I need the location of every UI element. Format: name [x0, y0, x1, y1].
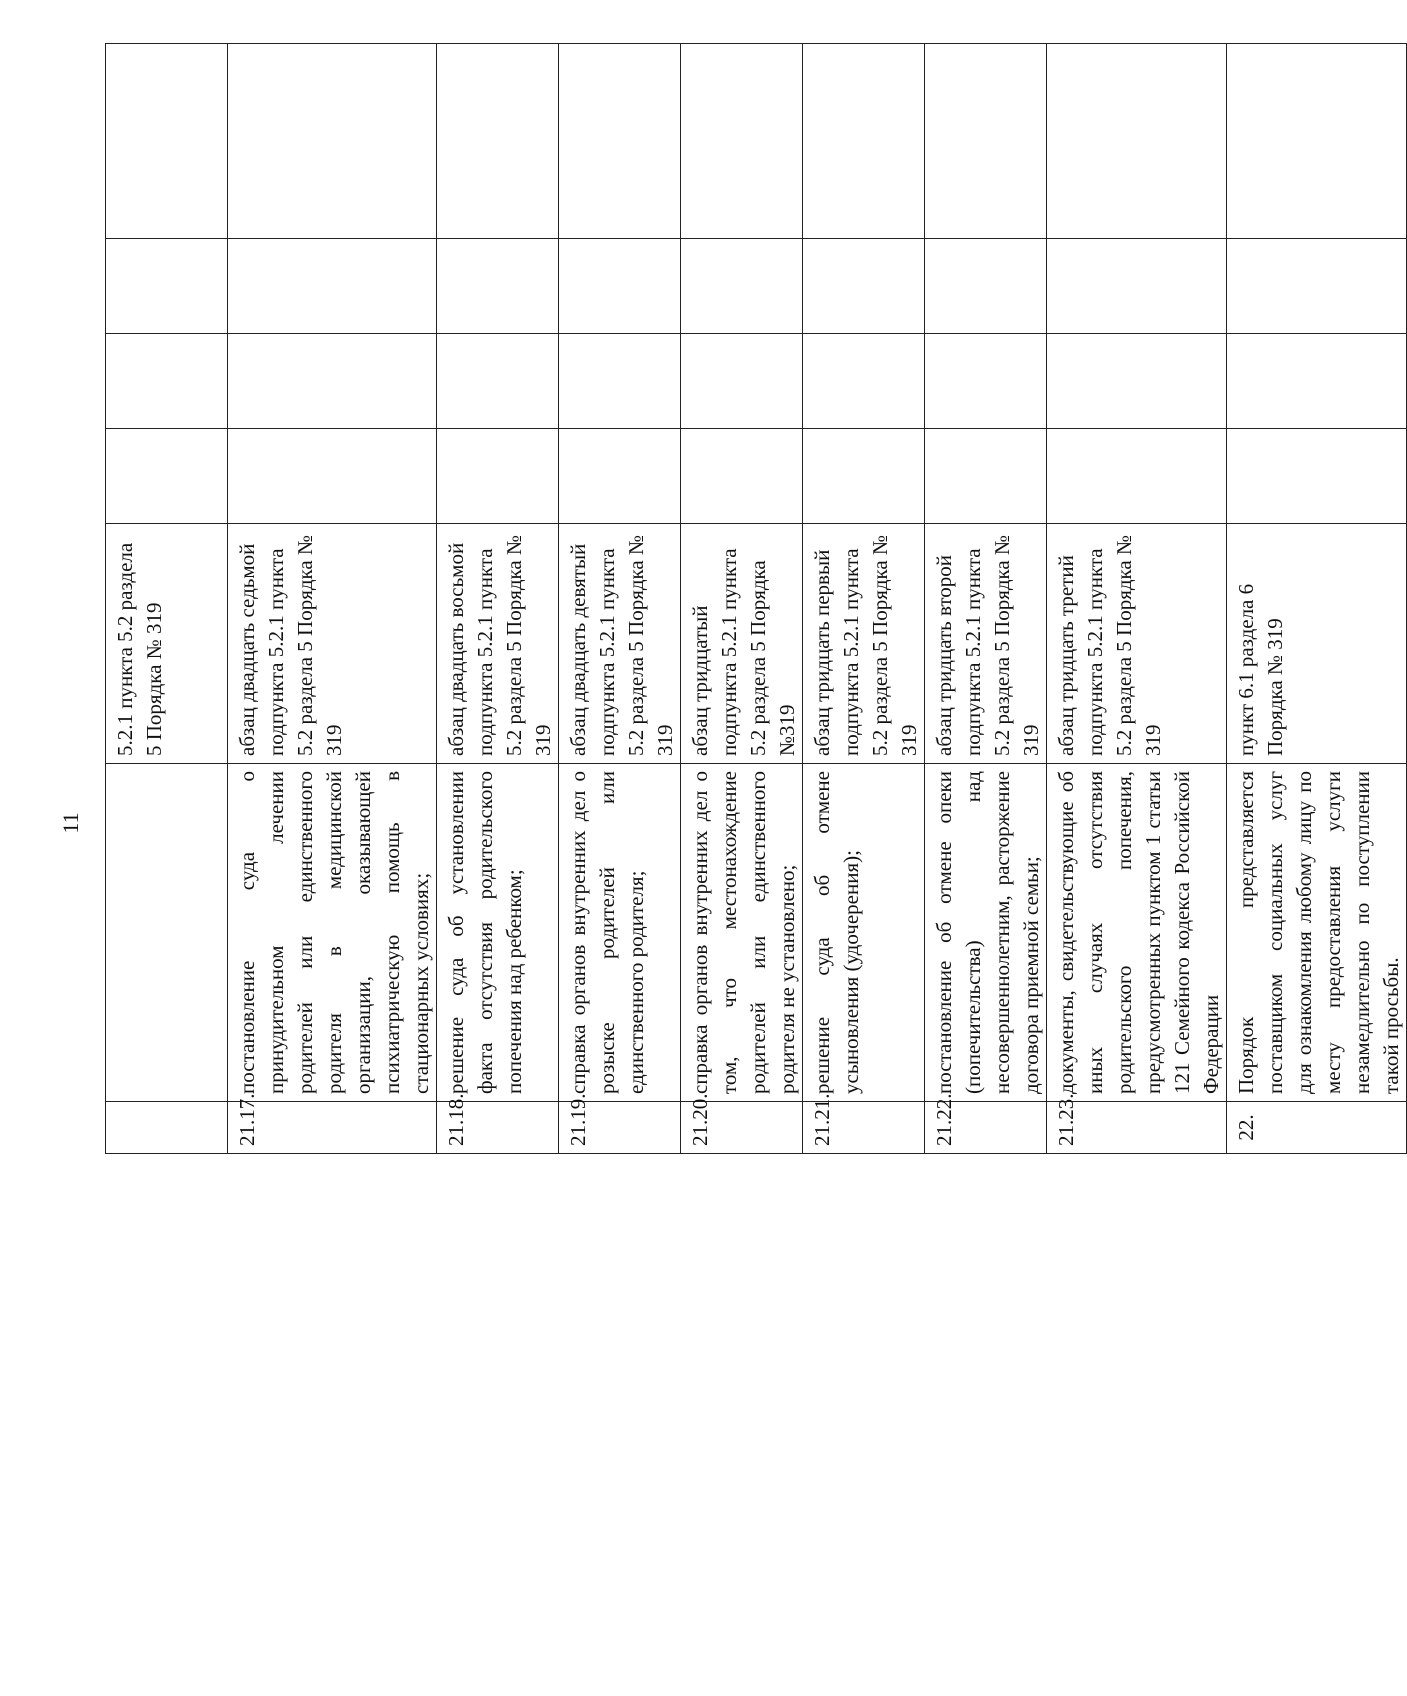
document-description: решение суда об отмене усыновления (удочерения); — [803, 764, 925, 1102]
empty-cell — [803, 429, 925, 524]
legal-reference: абзац двадцать девятый подпункта 5.2.1 пункта 5.2 раздела 5 Порядка № 319 — [559, 524, 681, 764]
document-description: документы, свидетельствующие об иных случаях отсутствия родительского попечения, предусмотренных пунктом 1 статьи 121 Семейного кодекса Российской Федерации — [1047, 764, 1227, 1102]
empty-cell — [106, 44, 228, 239]
empty-cell — [925, 239, 1047, 334]
empty-cell — [803, 44, 925, 239]
document-description: Порядок представляется поставщиком социальных услуг для ознакомления любому лицу по месту предоставления услуги незамедлительно по поступлении такой просьбы. — [1227, 764, 1407, 1102]
empty-cell — [106, 429, 228, 524]
empty-cell — [803, 334, 925, 429]
empty-cell — [106, 239, 228, 334]
empty-cell — [559, 44, 681, 239]
empty-cell — [228, 44, 437, 239]
row-number: 21.21. — [803, 1102, 925, 1154]
document-description: решение суда об установлении факта отсутствия родительского попечения над ребенком; — [437, 764, 559, 1102]
row-number: 21.18. — [437, 1102, 559, 1154]
table-row — [106, 44, 228, 1154]
empty-cell — [559, 239, 681, 334]
empty-cell — [437, 239, 559, 334]
document-description: справка органов внутренних дел о розыске родителей или единственного родителя; — [559, 764, 681, 1102]
empty-cell — [228, 429, 437, 524]
document-description: постановление об отмене опеки (попечительства) над несовершеннолетним, расторжение договора приемной семьи; — [925, 764, 1047, 1102]
legal-reference: абзац двадцать седьмой подпункта 5.2.1 пункта 5.2 раздела 5 Порядка № 319 — [228, 524, 437, 764]
empty-cell — [559, 429, 681, 524]
legal-reference: абзац тридцатый подпункта 5.2.1 пункта 5.2 раздела 5 Порядка №319 — [681, 524, 803, 764]
empty-cell — [681, 239, 803, 334]
document-description: постановление суда о принудительном лечении родителей или единственного родителя в медицинской организации, оказывающей психиатрическую помощь в стационарных условиях; — [228, 764, 437, 1102]
document-description: справка органов внутренних дел о том, что местонахождение родителей или единственного родителя не установлено; — [681, 764, 803, 1102]
legal-reference: абзац тридцать первый подпункта 5.2.1 пункта 5.2 раздела 5 Порядка № 319 — [803, 524, 925, 764]
legal-reference: пункт 6.1 раздела 6 Порядка № 319 — [1227, 524, 1407, 764]
empty-cell — [1047, 239, 1227, 334]
legal-reference: абзац двадцать восьмой подпункта 5.2.1 пункта 5.2 раздела 5 Порядка № 319 — [437, 524, 559, 764]
table-row — [228, 44, 437, 1154]
row-number: 21.20. — [681, 1102, 803, 1154]
table-row — [925, 44, 1047, 1154]
document-table — [105, 43, 1407, 1154]
legal-reference: абзац тридцать третий подпункта 5.2.1 пункта 5.2 раздела 5 Порядка № 319 — [1047, 524, 1227, 764]
empty-cell — [925, 334, 1047, 429]
empty-cell — [925, 44, 1047, 239]
empty-cell — [1047, 429, 1227, 524]
rotated-page-content — [105, 44, 1403, 1154]
empty-cell — [559, 334, 681, 429]
empty-cell — [1227, 44, 1407, 239]
row-number — [106, 1102, 228, 1154]
table-row — [681, 44, 803, 1154]
empty-cell — [1227, 239, 1407, 334]
empty-cell — [681, 429, 803, 524]
empty-cell — [1227, 334, 1407, 429]
row-number: 21.17. — [228, 1102, 437, 1154]
row-number: 21.23. — [1047, 1102, 1227, 1154]
empty-cell — [437, 44, 559, 239]
table-row — [1227, 44, 1407, 1154]
row-number: 22. — [1227, 1102, 1407, 1154]
legal-reference: абзац тридцать второй подпункта 5.2.1 пункта 5.2 раздела 5 Порядка № 319 — [925, 524, 1047, 764]
empty-cell — [681, 44, 803, 239]
empty-cell — [925, 429, 1047, 524]
empty-cell — [106, 334, 228, 429]
empty-cell — [1227, 429, 1407, 524]
empty-cell — [803, 239, 925, 334]
table-row — [1047, 44, 1227, 1154]
legal-reference: 5.2.1 пункта 5.2 раздела 5 Порядка № 319 — [106, 524, 228, 764]
empty-cell — [437, 429, 559, 524]
empty-cell — [228, 239, 437, 334]
empty-cell — [1047, 334, 1227, 429]
empty-cell — [1047, 44, 1227, 239]
row-number: 21.22. — [925, 1102, 1047, 1154]
empty-cell — [228, 334, 437, 429]
page-number: 11 — [58, 812, 83, 834]
table-row — [803, 44, 925, 1154]
table-row — [559, 44, 681, 1154]
empty-cell — [681, 334, 803, 429]
document-description — [106, 764, 228, 1102]
empty-cell — [437, 334, 559, 429]
row-number: 21.19. — [559, 1102, 681, 1154]
table-row — [437, 44, 559, 1154]
